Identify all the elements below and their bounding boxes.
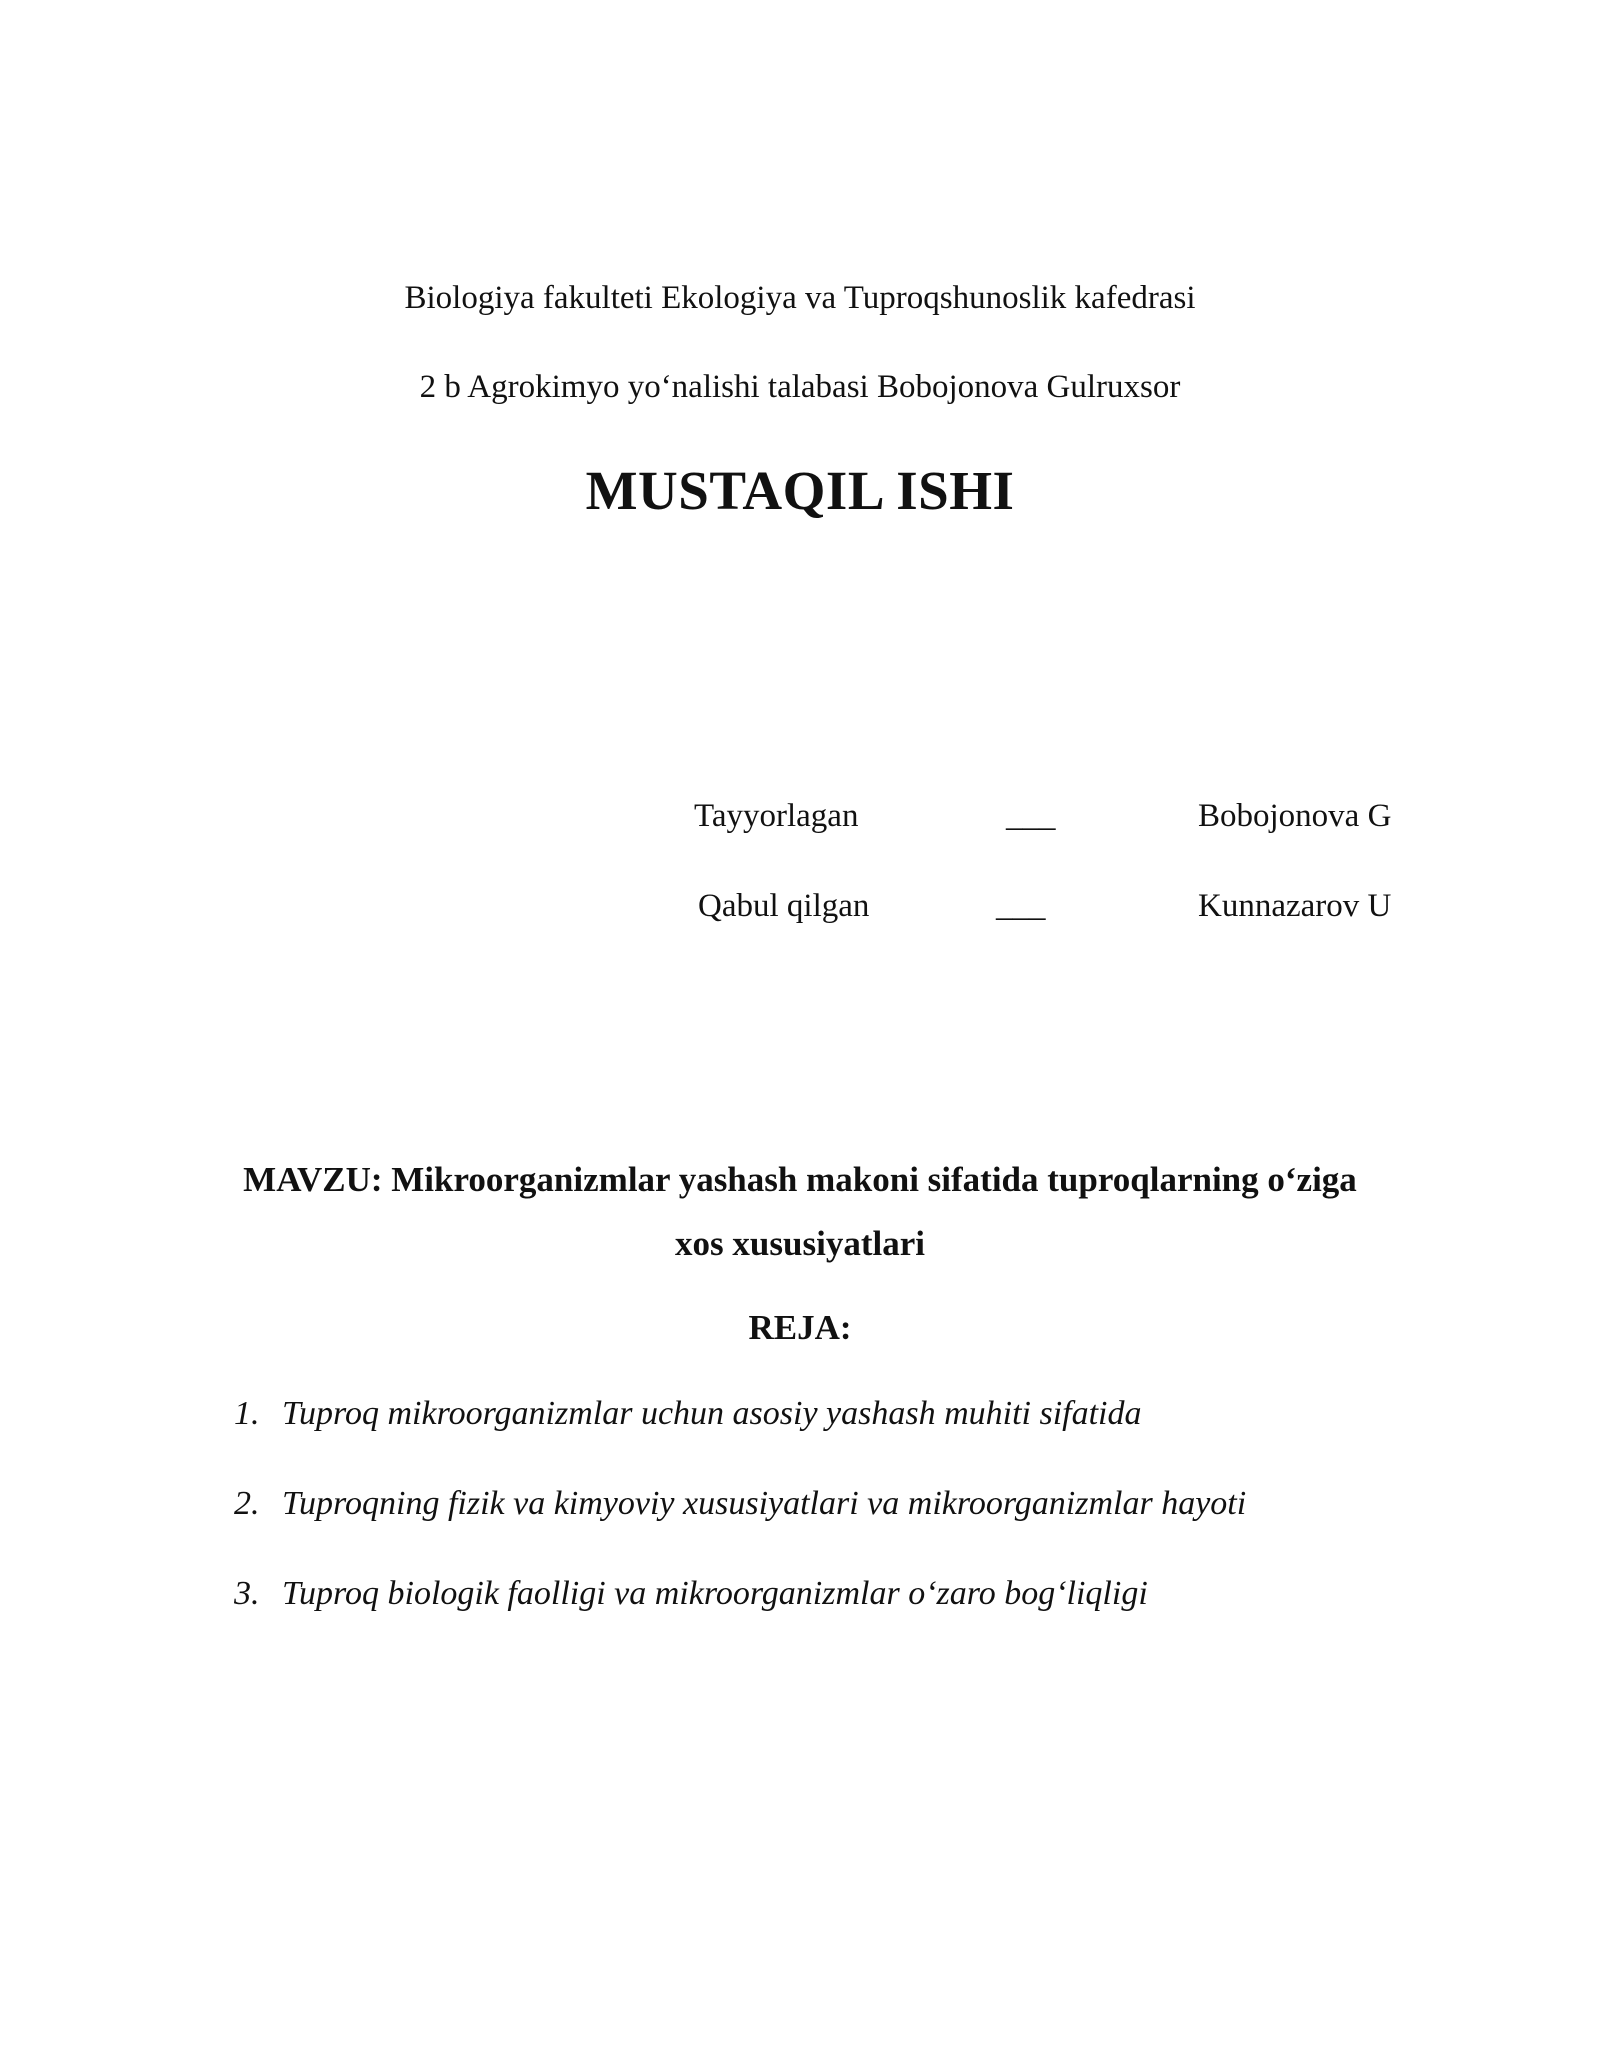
plan-item [234,1482,1246,1526]
signature-row-prepared [0,794,1600,838]
topic-heading [200,1148,1400,1276]
signature-role: Qabul qilgan [698,888,870,924]
signature-line: ___ [1006,798,1056,834]
plan-item-number: 3. [234,1575,260,1612]
signature-name: Bobojonova G [1198,798,1392,834]
signature-line: ___ [996,888,1046,924]
plan-list [234,1392,1246,1662]
signature-name: Kunnazarov U [1198,888,1392,924]
plan-item-text: Tuproq mikroorganizmlar uchun asosiy yashash muhiti sifatida [282,1395,1142,1432]
plan-item [234,1572,1246,1616]
signature-role: Tayyorlagan [694,798,859,834]
plan-item-text: Tuproqning fizik va kimyoviy xususiyatlari va mikroorganizmlar hayoti [282,1485,1247,1522]
plan-item-text: Tuproq biologik faolligi va mikroorganizmlar o‘zaro bog‘liqligi [282,1575,1148,1612]
topic-line-1: MAVZU: Mikroorganizmlar yashash makoni sifatida tuproqlarning o‘ziga [243,1160,1357,1199]
student-info-line: 2 b Agrokimyo yo‘nalishi talabasi Bobojonova Gulruxsor [419,369,1181,405]
document-title: MUSTAQIL ISHI [585,460,1015,521]
plan-item-number: 2. [234,1485,260,1522]
plan-heading: REJA: [748,1308,852,1347]
plan-item-number: 1. [234,1395,260,1432]
plan-item [234,1392,1246,1436]
topic-line-2: xos xususiyatlari [675,1224,925,1263]
signature-row-accepted [0,884,1600,928]
faculty-department-line: Biologiya fakulteti Ekologiya va Tuproqshunoslik kafedrasi [404,280,1196,316]
